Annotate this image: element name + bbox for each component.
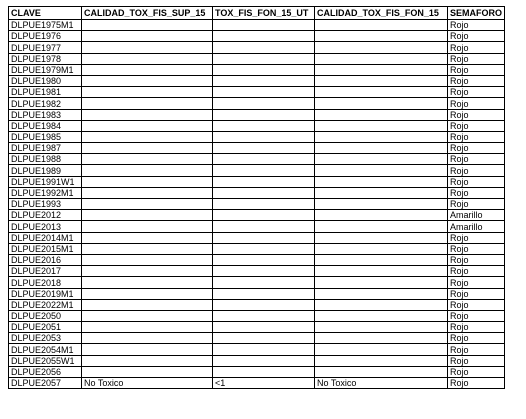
cell-tox-ut[interactable] — [213, 120, 315, 131]
cell-semaforo[interactable]: Rojo — [448, 154, 505, 165]
cell-semaforo[interactable]: Rojo — [448, 109, 505, 120]
cell-calidad-fon[interactable] — [315, 210, 448, 221]
table-row — [9, 355, 505, 366]
cell-calidad-sup[interactable] — [82, 64, 213, 75]
cell-calidad-sup[interactable] — [82, 143, 213, 154]
data-table — [8, 6, 505, 389]
cell-tox-ut[interactable] — [213, 20, 315, 31]
cell-calidad-fon[interactable] — [315, 277, 448, 288]
cell-semaforo[interactable]: Rojo — [448, 344, 505, 355]
cell-semaforo[interactable]: Rojo — [448, 20, 505, 31]
table-row — [9, 143, 505, 154]
cell-tox-ut[interactable] — [213, 109, 315, 120]
table-row — [9, 266, 505, 277]
table-row — [9, 109, 505, 120]
cell-clave[interactable]: DLPUE2050 — [9, 310, 82, 321]
cell-calidad-fon[interactable] — [315, 42, 448, 53]
table-row — [9, 344, 505, 355]
cell-calidad-fon[interactable] — [315, 254, 448, 265]
cell-clave[interactable]: DLPUE2053 — [9, 333, 82, 344]
table-row — [9, 131, 505, 142]
header-calidad-tox-fis-fon-15[interactable]: CALIDAD_TOX_FIS_FON_15 — [315, 7, 448, 20]
cell-calidad-sup[interactable] — [82, 355, 213, 366]
cell-tox-ut[interactable] — [213, 210, 315, 221]
cell-clave[interactable]: DLPUE2013 — [9, 221, 82, 232]
cell-tox-ut[interactable] — [213, 221, 315, 232]
cell-semaforo[interactable]: Rojo — [448, 98, 505, 109]
cell-clave[interactable]: DLPUE2016 — [9, 254, 82, 265]
cell-calidad-sup[interactable] — [82, 199, 213, 210]
cell-tox-ut[interactable] — [213, 288, 315, 299]
cell-tox-ut[interactable] — [213, 254, 315, 265]
cell-calidad-sup[interactable] — [82, 109, 213, 120]
cell-clave[interactable]: DLPUE2019M1 — [9, 288, 82, 299]
cell-clave[interactable]: DLPUE2051 — [9, 322, 82, 333]
cell-tox-ut[interactable] — [213, 75, 315, 86]
cell-tox-ut[interactable] — [213, 355, 315, 366]
cell-tox-ut[interactable] — [213, 131, 315, 142]
cell-calidad-sup[interactable] — [82, 165, 213, 176]
cell-clave[interactable]: DLPUE1983 — [9, 109, 82, 120]
cell-tox-ut[interactable] — [213, 154, 315, 165]
table-row — [9, 176, 505, 187]
cell-calidad-sup[interactable] — [82, 232, 213, 243]
cell-semaforo[interactable]: Rojo — [448, 310, 505, 321]
header-clave[interactable]: CLAVE — [9, 7, 82, 20]
cell-calidad-fon[interactable] — [315, 143, 448, 154]
cell-calidad-sup[interactable] — [82, 221, 213, 232]
cell-calidad-fon[interactable] — [315, 344, 448, 355]
cell-calidad-fon[interactable] — [315, 53, 448, 64]
cell-calidad-sup[interactable] — [82, 254, 213, 265]
cell-semaforo[interactable]: Rojo — [448, 165, 505, 176]
cell-calidad-sup[interactable] — [82, 310, 213, 321]
cell-tox-ut[interactable] — [213, 143, 315, 154]
cell-clave[interactable]: DLPUE1980 — [9, 75, 82, 86]
cell-clave[interactable]: DLPUE1977 — [9, 42, 82, 53]
cell-clave[interactable]: DLPUE2015M1 — [9, 243, 82, 254]
cell-semaforo[interactable]: Rojo — [448, 143, 505, 154]
cell-calidad-fon[interactable]: No Toxico — [315, 378, 448, 389]
cell-calidad-fon[interactable] — [315, 75, 448, 86]
cell-semaforo[interactable]: Rojo — [448, 31, 505, 42]
cell-calidad-fon[interactable] — [315, 355, 448, 366]
cell-semaforo[interactable]: Rojo — [448, 176, 505, 187]
cell-tox-ut[interactable]: <1 — [213, 378, 315, 389]
table-row — [9, 165, 505, 176]
cell-clave[interactable]: DLPUE2055W1 — [9, 355, 82, 366]
cell-clave[interactable]: DLPUE1992M1 — [9, 187, 82, 198]
header-row — [9, 7, 505, 20]
cell-tox-ut[interactable] — [213, 322, 315, 333]
cell-tox-ut[interactable] — [213, 232, 315, 243]
cell-calidad-fon[interactable] — [315, 310, 448, 321]
cell-calidad-sup[interactable] — [82, 20, 213, 31]
cell-semaforo[interactable]: Rojo — [448, 378, 505, 389]
cell-calidad-fon[interactable] — [315, 120, 448, 131]
cell-tox-ut[interactable] — [213, 87, 315, 98]
table-body — [9, 20, 505, 389]
cell-tox-ut[interactable] — [213, 64, 315, 75]
cell-clave[interactable]: DLPUE2017 — [9, 266, 82, 277]
cell-clave[interactable]: DLPUE2054M1 — [9, 344, 82, 355]
cell-calidad-sup[interactable] — [82, 31, 213, 42]
table-row — [9, 210, 505, 221]
cell-clave[interactable]: DLPUE1991W1 — [9, 176, 82, 187]
header-calidad-tox-fis-sup-15[interactable]: CALIDAD_TOX_FIS_SUP_15 — [82, 7, 213, 20]
cell-semaforo[interactable]: Rojo — [448, 53, 505, 64]
cell-tox-ut[interactable] — [213, 299, 315, 310]
cell-calidad-sup[interactable] — [82, 187, 213, 198]
cell-semaforo[interactable]: Rojo — [448, 266, 505, 277]
cell-clave[interactable]: DLPUE2012 — [9, 210, 82, 221]
cell-semaforo[interactable]: Rojo — [448, 87, 505, 98]
cell-clave[interactable]: DLPUE2018 — [9, 277, 82, 288]
cell-calidad-sup[interactable] — [82, 53, 213, 64]
cell-calidad-sup[interactable] — [82, 131, 213, 142]
table-row — [9, 20, 505, 31]
cell-clave[interactable]: DLPUE1989 — [9, 165, 82, 176]
cell-tox-ut[interactable] — [213, 176, 315, 187]
table-row — [9, 310, 505, 321]
cell-semaforo[interactable]: Rojo — [448, 187, 505, 198]
header-semaforo[interactable]: SEMAFORO — [448, 7, 505, 20]
table-row — [9, 254, 505, 265]
cell-clave[interactable]: DLPUE1979M1 — [9, 64, 82, 75]
cell-calidad-fon[interactable] — [315, 176, 448, 187]
cell-tox-ut[interactable] — [213, 333, 315, 344]
cell-calidad-fon[interactable] — [315, 131, 448, 142]
cell-calidad-fon[interactable] — [315, 87, 448, 98]
cell-semaforo[interactable]: Rojo — [448, 64, 505, 75]
table-row — [9, 53, 505, 64]
table-row — [9, 333, 505, 344]
table-row — [9, 299, 505, 310]
cell-tox-ut[interactable] — [213, 31, 315, 42]
table-row — [9, 322, 505, 333]
cell-calidad-sup[interactable] — [82, 266, 213, 277]
cell-semaforo[interactable]: Rojo — [448, 333, 505, 344]
cell-calidad-fon[interactable] — [315, 109, 448, 120]
cell-calidad-sup[interactable] — [82, 87, 213, 98]
cell-calidad-fon[interactable] — [315, 333, 448, 344]
cell-semaforo[interactable]: Rojo — [448, 232, 505, 243]
cell-tox-ut[interactable] — [213, 98, 315, 109]
cell-semaforo[interactable]: Rojo — [448, 120, 505, 131]
table-row — [9, 199, 505, 210]
cell-clave[interactable]: DLPUE2057 — [9, 378, 82, 389]
cell-clave[interactable]: DLPUE1984 — [9, 120, 82, 131]
cell-calidad-sup[interactable] — [82, 210, 213, 221]
cell-semaforo[interactable]: Rojo — [448, 75, 505, 86]
cell-calidad-sup[interactable] — [82, 344, 213, 355]
cell-tox-ut[interactable] — [213, 266, 315, 277]
cell-clave[interactable]: DLPUE1976 — [9, 31, 82, 42]
cell-calidad-fon[interactable] — [315, 221, 448, 232]
cell-clave[interactable]: DLPUE1981 — [9, 87, 82, 98]
cell-calidad-fon[interactable] — [315, 299, 448, 310]
cell-calidad-sup[interactable] — [82, 277, 213, 288]
cell-semaforo[interactable]: Rojo — [448, 288, 505, 299]
cell-calidad-sup[interactable] — [82, 120, 213, 131]
cell-clave[interactable]: DLPUE2014M1 — [9, 232, 82, 243]
cell-semaforo[interactable]: Rojo — [448, 42, 505, 53]
cell-calidad-sup[interactable] — [82, 322, 213, 333]
table-row — [9, 221, 505, 232]
cell-semaforo[interactable]: Rojo — [448, 199, 505, 210]
cell-semaforo[interactable]: Rojo — [448, 366, 505, 377]
cell-calidad-sup[interactable] — [82, 154, 213, 165]
table-row — [9, 64, 505, 75]
cell-clave[interactable]: DLPUE1982 — [9, 98, 82, 109]
cell-calidad-fon[interactable] — [315, 165, 448, 176]
cell-calidad-fon[interactable] — [315, 98, 448, 109]
cell-semaforo[interactable]: Rojo — [448, 355, 505, 366]
cell-tox-ut[interactable] — [213, 187, 315, 198]
cell-calidad-fon[interactable] — [315, 31, 448, 42]
cell-tox-ut[interactable] — [213, 366, 315, 377]
cell-calidad-sup[interactable] — [82, 42, 213, 53]
table-row — [9, 120, 505, 131]
cell-clave[interactable]: DLPUE1987 — [9, 143, 82, 154]
cell-calidad-fon[interactable] — [315, 288, 448, 299]
table-row — [9, 87, 505, 98]
table-row — [9, 288, 505, 299]
cell-calidad-sup[interactable] — [82, 243, 213, 254]
table-row — [9, 366, 505, 377]
table-header — [9, 7, 505, 20]
table-row — [9, 31, 505, 42]
cell-calidad-fon[interactable] — [315, 199, 448, 210]
cell-semaforo[interactable]: Rojo — [448, 131, 505, 142]
cell-semaforo[interactable]: Amarillo — [448, 210, 505, 221]
cell-calidad-fon[interactable] — [315, 154, 448, 165]
cell-tox-ut[interactable] — [213, 199, 315, 210]
cell-semaforo[interactable]: Amarillo — [448, 221, 505, 232]
cell-calidad-sup[interactable] — [82, 75, 213, 86]
cell-calidad-sup[interactable] — [82, 288, 213, 299]
cell-calidad-fon[interactable] — [315, 20, 448, 31]
cell-clave[interactable]: DLPUE1978 — [9, 53, 82, 64]
cell-calidad-sup[interactable]: No Toxico — [82, 378, 213, 389]
cell-calidad-sup[interactable] — [82, 176, 213, 187]
cell-calidad-fon[interactable] — [315, 322, 448, 333]
cell-calidad-sup[interactable] — [82, 299, 213, 310]
cell-tox-ut[interactable] — [213, 42, 315, 53]
cell-calidad-sup[interactable] — [82, 333, 213, 344]
table-row — [9, 154, 505, 165]
cell-calidad-fon[interactable] — [315, 243, 448, 254]
cell-calidad-fon[interactable] — [315, 64, 448, 75]
cell-calidad-fon[interactable] — [315, 187, 448, 198]
cell-calidad-fon[interactable] — [315, 232, 448, 243]
table-row — [9, 75, 505, 86]
cell-semaforo[interactable]: Rojo — [448, 322, 505, 333]
cell-tox-ut[interactable] — [213, 310, 315, 321]
cell-calidad-fon[interactable] — [315, 366, 448, 377]
cell-clave[interactable]: DLPUE1988 — [9, 154, 82, 165]
table-row — [9, 243, 505, 254]
header-tox-fis-fon-15-ut[interactable]: TOX_FIS_FON_15_UT — [213, 7, 315, 20]
table-row — [9, 42, 505, 53]
cell-clave[interactable]: DLPUE1975M1 — [9, 20, 82, 31]
cell-clave[interactable]: DLPUE2022M1 — [9, 299, 82, 310]
cell-tox-ut[interactable] — [213, 53, 315, 64]
table-row — [9, 232, 505, 243]
table-row — [9, 98, 505, 109]
cell-semaforo[interactable]: Rojo — [448, 277, 505, 288]
cell-calidad-sup[interactable] — [82, 366, 213, 377]
cell-tox-ut[interactable] — [213, 165, 315, 176]
cell-clave[interactable]: DLPUE2056 — [9, 366, 82, 377]
cell-tox-ut[interactable] — [213, 277, 315, 288]
table-row — [9, 378, 505, 389]
table-row — [9, 187, 505, 198]
cell-tox-ut[interactable] — [213, 344, 315, 355]
cell-semaforo[interactable]: Rojo — [448, 243, 505, 254]
cell-calidad-fon[interactable] — [315, 266, 448, 277]
cell-clave[interactable]: DLPUE1985 — [9, 131, 82, 142]
cell-calidad-sup[interactable] — [82, 98, 213, 109]
cell-semaforo[interactable]: Rojo — [448, 299, 505, 310]
cell-clave[interactable]: DLPUE1993 — [9, 199, 82, 210]
cell-tox-ut[interactable] — [213, 243, 315, 254]
table-row — [9, 277, 505, 288]
cell-semaforo[interactable]: Rojo — [448, 254, 505, 265]
